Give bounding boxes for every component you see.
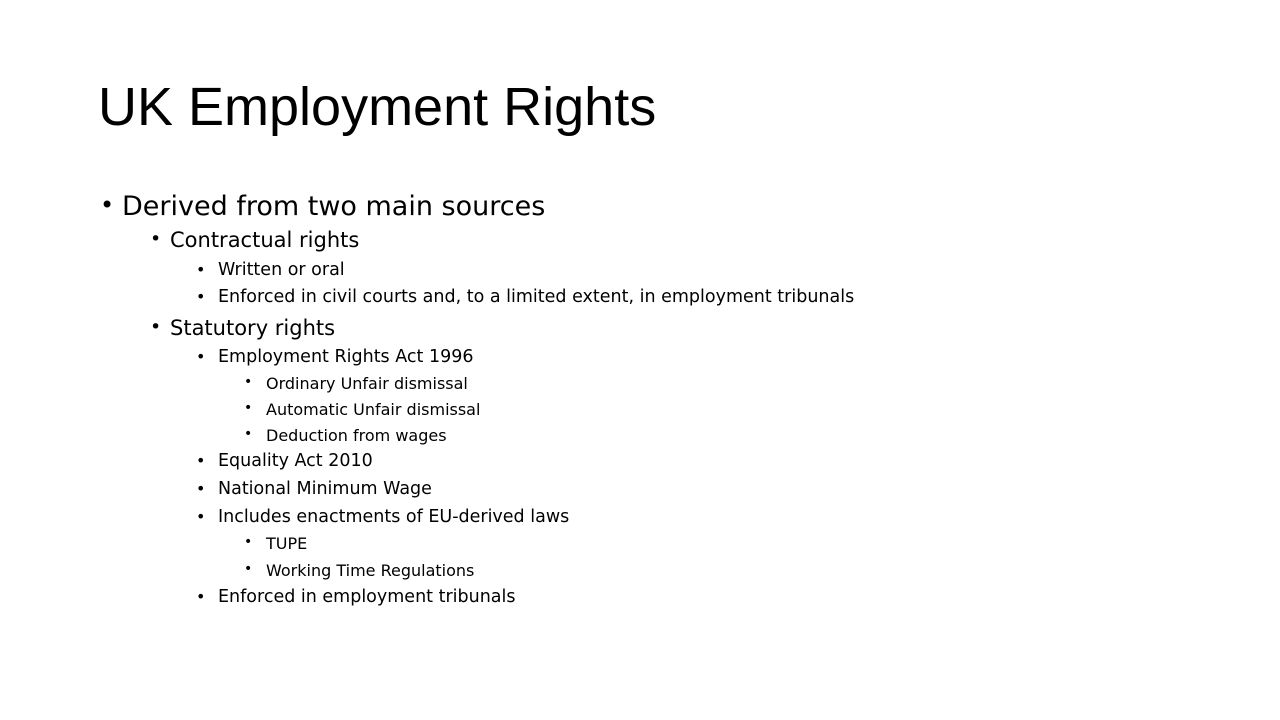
bullet-text: Automatic Unfair dismissal	[266, 400, 481, 419]
bullet-text: Contractual rights	[170, 228, 360, 252]
bullet-text: Enforced in employment tribunals	[218, 587, 516, 607]
bullet-level-3	[196, 587, 516, 607]
bullet-dot-icon: •	[196, 587, 206, 606]
bullet-text: Deduction from wages	[266, 426, 447, 445]
bullet-text: Ordinary Unfair dismissal	[266, 374, 468, 393]
bullet-dot-icon: •	[150, 316, 162, 338]
bullet-dot-icon: •	[196, 347, 206, 366]
bullet-dot-icon: •	[196, 287, 206, 306]
bullet-text: National Minimum Wage	[218, 479, 432, 499]
bullet-level-3	[196, 347, 474, 367]
bullet-dot-icon: •	[196, 260, 206, 279]
bullet-dot-icon: •	[196, 479, 206, 498]
bullet-dot-icon: •	[244, 374, 253, 390]
bullet-level-4	[244, 534, 308, 553]
bullet-text: Enforced in civil courts and, to a limited extent, in employment tribunals	[218, 287, 855, 307]
bullet-dot-icon: •	[100, 191, 115, 219]
bullet-text: Includes enactments of EU-derived laws	[218, 507, 570, 527]
bullet-text: Working Time Regulations	[266, 561, 475, 580]
bullet-dot-icon: •	[244, 561, 253, 577]
bullet-text: Written or oral	[218, 260, 345, 280]
bullet-dot-icon: •	[244, 426, 253, 442]
bullet-dot-icon: •	[150, 228, 162, 250]
bullet-level-3	[196, 451, 373, 471]
bullet-level-4	[244, 561, 475, 580]
bullet-dot-icon: •	[244, 400, 253, 416]
bullet-level-4	[244, 426, 447, 445]
bullet-text: Derived from two main sources	[122, 191, 546, 222]
bullet-dot-icon: •	[196, 451, 206, 470]
bullet-text: TUPE	[266, 534, 308, 553]
slide-title: UK Employment Rights	[98, 77, 657, 137]
bullet-text: Equality Act 2010	[218, 451, 373, 471]
bullet-level-3	[196, 507, 570, 527]
bullet-dot-icon: •	[196, 507, 206, 526]
bullet-text: Statutory rights	[170, 316, 336, 340]
bullet-level-2	[150, 316, 336, 340]
bullet-level-4	[244, 400, 481, 419]
bullet-level-4	[244, 374, 468, 393]
bullet-level-3	[196, 260, 345, 280]
bullet-level-1	[100, 191, 546, 222]
bullet-level-3	[196, 479, 432, 499]
bullet-text: Employment Rights Act 1996	[218, 347, 474, 367]
bullet-level-2	[150, 228, 360, 252]
bullet-level-3	[196, 287, 855, 307]
bullet-dot-icon: •	[244, 534, 253, 550]
